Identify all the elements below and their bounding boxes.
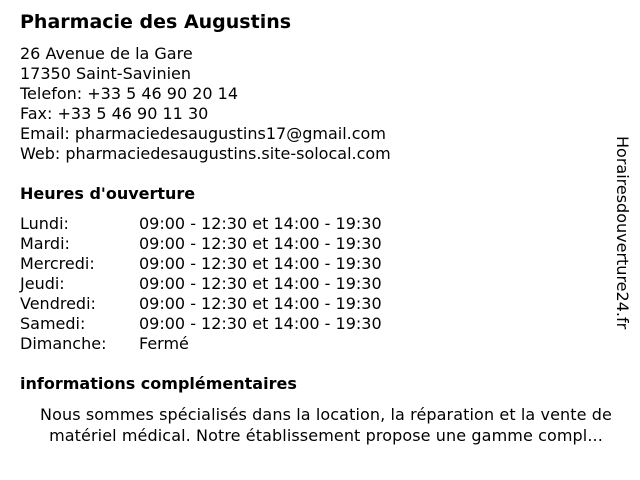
website: Web: pharmaciedesaugustins.site-solocal.com bbox=[20, 144, 391, 163]
fax-number: Fax: +33 5 46 90 11 30 bbox=[20, 104, 209, 123]
address-street: 26 Avenue de la Gare bbox=[20, 44, 193, 63]
opening-hours: Fermé bbox=[139, 334, 189, 353]
hours-row-monday bbox=[20, 214, 440, 234]
day-label: Lundi: bbox=[20, 214, 69, 233]
info-description: Nous sommes spécialisés dans la location, la réparation et la vente de matériel médical. Notre établissement propose une gamme compl... bbox=[40, 405, 612, 445]
day-label: Mardi: bbox=[20, 234, 70, 253]
opening-hours: 09:00 - 12:30 et 14:00 - 19:30 bbox=[139, 214, 382, 233]
contact-block bbox=[20, 44, 391, 164]
opening-hours: 09:00 - 12:30 et 14:00 - 19:30 bbox=[139, 234, 382, 253]
hours-row-sunday bbox=[20, 334, 440, 354]
hours-row-tuesday bbox=[20, 234, 440, 254]
hours-table bbox=[20, 214, 440, 354]
day-label: Dimanche: bbox=[20, 334, 107, 353]
opening-hours: 09:00 - 12:30 et 14:00 - 19:30 bbox=[139, 294, 382, 313]
source-watermark: Horairesdouverture24.fr bbox=[613, 136, 632, 330]
hours-heading: Heures d'ouverture bbox=[20, 184, 196, 203]
day-label: Vendredi: bbox=[20, 294, 96, 313]
day-label: Mercredi: bbox=[20, 254, 95, 273]
day-label: Samedi: bbox=[20, 314, 86, 333]
hours-row-thursday bbox=[20, 274, 440, 294]
address-city: 17350 Saint-Savinien bbox=[20, 64, 192, 83]
opening-hours: 09:00 - 12:30 et 14:00 - 19:30 bbox=[139, 274, 382, 293]
day-label: Jeudi: bbox=[20, 274, 65, 293]
hours-row-wednesday bbox=[20, 254, 440, 274]
email-address: Email: pharmaciedesaugustins17@gmail.com bbox=[20, 124, 386, 143]
opening-hours: 09:00 - 12:30 et 14:00 - 19:30 bbox=[139, 314, 382, 333]
phone-number: Telefon: +33 5 46 90 20 14 bbox=[20, 84, 239, 103]
pharmacy-name: Pharmacie des Augustins bbox=[20, 11, 292, 33]
opening-hours: 09:00 - 12:30 et 14:00 - 19:30 bbox=[139, 254, 382, 273]
info-heading: informations complémentaires bbox=[20, 374, 297, 393]
hours-row-saturday bbox=[20, 314, 440, 334]
hours-row-friday bbox=[20, 294, 440, 314]
